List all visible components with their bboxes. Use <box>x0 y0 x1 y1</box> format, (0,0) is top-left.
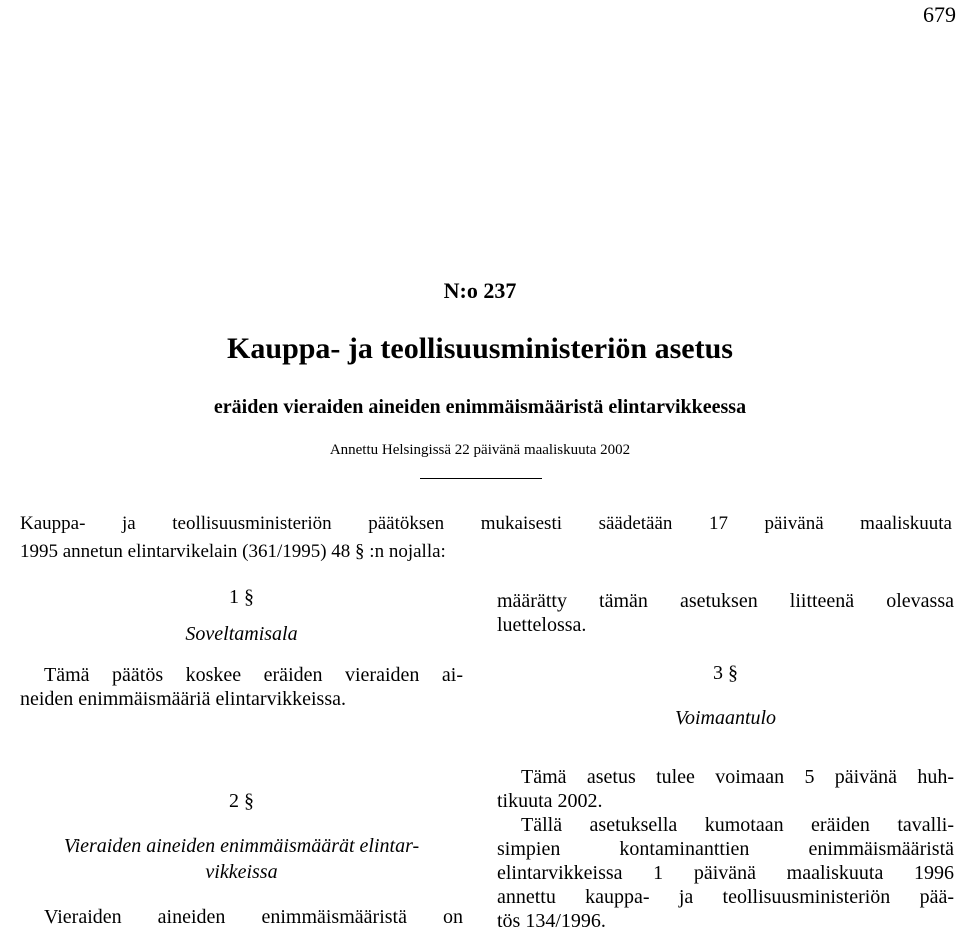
preamble-line-1: Kauppa- ja teollisuusministeriön päätöksen mukaisesti säädetään 17 päivänä maaliskuuta <box>20 513 952 534</box>
section-3-body-line: tikuuta 2002. <box>497 790 603 812</box>
section-2 <box>20 790 463 929</box>
section-2-body-line: Vieraiden aineiden enimmäismääristä on <box>44 906 463 928</box>
section-2-number: 2 § <box>229 790 254 812</box>
section-3-body-line: Tällä asetuksella kumotaan eräiden tavalli- <box>521 814 954 836</box>
section-3-heading: Voimaantulo <box>674 707 777 729</box>
section-3-body-line: tös 134/1996. <box>497 910 606 932</box>
section-2-heading-line: vikkeissa <box>205 861 278 883</box>
section-1-body <box>20 663 463 711</box>
section-1-number: 1 § <box>229 586 254 608</box>
section-3 <box>497 662 954 933</box>
preamble <box>20 510 952 566</box>
section-3-body-line: elintarvikkeissa 1 päivänä maaliskuuta 1996 <box>497 862 954 884</box>
section-2-body-line: luettelossa. <box>497 614 587 636</box>
section-2-heading <box>20 833 463 885</box>
section-3-body-line: simpien kontaminanttien enimmäismääristä <box>497 838 954 860</box>
section-2-body-line: määrätty tämän asetuksen liitteenä olevassa <box>497 590 954 612</box>
document-title: Kauppa- ja teollisuusministeriön asetus <box>227 332 733 365</box>
issued-date-line: Annettu Helsingissä 22 päivänä maaliskuuta 2002 <box>329 442 631 458</box>
section-3-body-line: Tämä asetus tulee voimaan 5 päivänä huh- <box>521 766 954 788</box>
section-2-heading-line: Vieraiden aineiden enimmäismäärät elintar- <box>63 835 420 857</box>
preamble-line-2: 1995 annetun elintarvikelain (361/1995) 48 § :n nojalla: <box>20 541 446 562</box>
divider-rule <box>420 478 542 479</box>
section-3-body-line: annettu kauppa- ja teollisuusministeriön pää- <box>497 886 954 908</box>
section-3-number: 3 § <box>713 662 738 684</box>
section-1 <box>20 586 463 711</box>
section-1-heading: Soveltamisala <box>185 623 298 645</box>
statute-number: N:o 237 <box>443 278 517 303</box>
section-2-body-continued <box>497 589 954 637</box>
page-number: 679 <box>923 2 956 27</box>
section-1-body-line: neiden enimmäismääriä elintarvikkeissa. <box>20 688 346 710</box>
section-3-body <box>497 765 954 933</box>
document-subtitle: eräiden vieraiden aineiden enimmäismääristä elintarvikkeessa <box>213 396 747 418</box>
section-1-body-line: Tämä päätös koskee eräiden vieraiden ai- <box>44 664 463 686</box>
